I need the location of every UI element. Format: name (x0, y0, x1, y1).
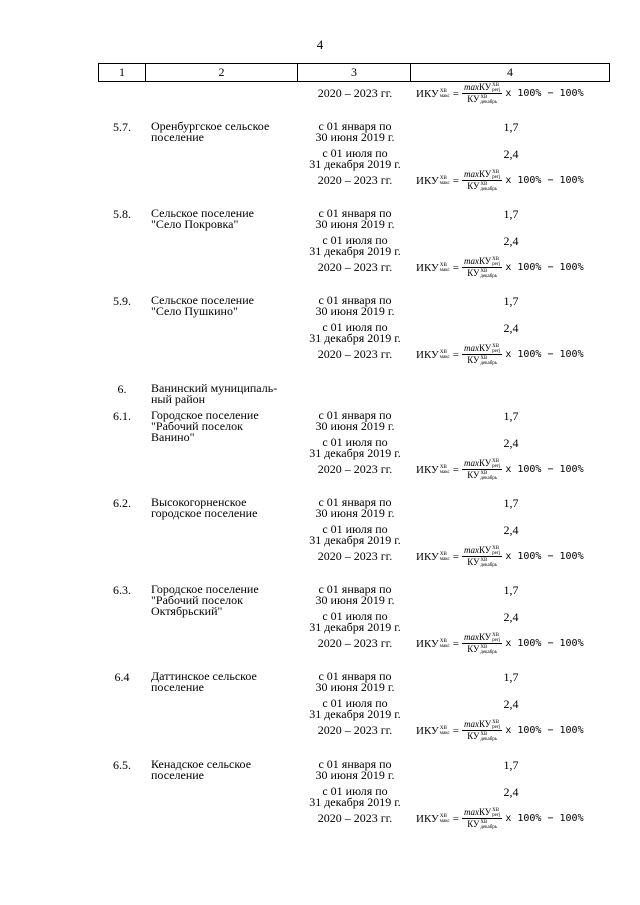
formula-numerator (462, 169, 502, 181)
formula-max: max (463, 632, 479, 642)
formula-lhs-indices (440, 263, 450, 273)
row-name: Даттинское сельское поселение (151, 669, 257, 694)
formula-num-sup: ХВ (492, 458, 500, 464)
value-text: 2,4 (503, 436, 519, 450)
formula-den-indices (480, 269, 497, 279)
formula-num-sup: ХВ (492, 719, 500, 725)
formula-lhs-sub: макс (439, 93, 450, 99)
formula-numerator (462, 807, 502, 819)
formula-tail: x 100% − 100% (505, 88, 584, 99)
formula-numerator (462, 343, 502, 355)
formula-lhs-sup: ХВ (439, 349, 447, 355)
formula-den-main: КУ (467, 355, 480, 365)
period-text: 2020 – 2023 гг. (317, 260, 393, 274)
formula-lhs-sup: ХВ (439, 464, 447, 470)
formula-num-indices (492, 170, 500, 180)
period-text: 2020 – 2023 гг. (317, 811, 393, 825)
formula-numerator (462, 545, 502, 557)
row-number: 5.7. (113, 120, 131, 134)
formula-num-main: КУ (478, 458, 492, 468)
formula-tail: x 100% − 100% (505, 813, 584, 824)
row-number: 6.3. (113, 583, 131, 597)
header-col-2: 2 (146, 64, 298, 81)
period-text: 2020 – 2023 гг. (317, 636, 393, 650)
formula-denominator (465, 644, 499, 655)
formula-lhs: ИКУ (416, 174, 439, 187)
period-text: с 01 января по 30 июня 2019 г. (315, 408, 395, 433)
row-name: Городское поселение "Рабочий поселок Ванино" (151, 408, 259, 444)
formula-max: max (463, 719, 479, 729)
formula-lhs-sup: ХВ (439, 813, 447, 819)
formula-den-sup: ХВ (480, 355, 488, 361)
formula-lhs-indices (440, 350, 450, 360)
formula-fraction (462, 82, 502, 105)
formula-num-main: КУ (478, 807, 492, 817)
formula-fraction (462, 719, 502, 742)
period-text: с 01 июля по 31 декабря 2019 г. (309, 522, 401, 547)
formula-fraction (462, 632, 502, 655)
formula-lhs-sub: макс (439, 180, 450, 186)
row-number: 6.4 (114, 670, 130, 684)
formula-num-sub: регj (492, 812, 501, 818)
formula-den-sup: ХВ (480, 644, 488, 650)
formula (416, 82, 584, 105)
formula-den-main: КУ (467, 819, 480, 829)
formula-lhs-indices (440, 639, 450, 649)
formula-den-main: КУ (467, 181, 480, 191)
table-header (98, 63, 610, 82)
formula-num-sub: регj (492, 174, 501, 180)
formula-lhs: ИКУ (416, 550, 439, 563)
value-text: 1,7 (503, 670, 519, 684)
formula-fraction (462, 169, 502, 192)
formula-lhs-sub: макс (439, 267, 450, 273)
formula-tail: x 100% − 100% (505, 262, 584, 273)
formula-num-sup: ХВ (492, 256, 500, 262)
formula-lhs: ИКУ (416, 812, 439, 825)
formula (416, 545, 584, 568)
formula-den-sub: декабрь (480, 99, 498, 105)
value-text: 2,4 (503, 610, 519, 624)
formula-lhs-indices (440, 814, 450, 824)
formula-den-sup: ХВ (480, 94, 488, 100)
formula-num-main: КУ (478, 169, 492, 179)
formula-equals: = (452, 174, 459, 187)
formula-denominator (465, 731, 499, 742)
formula-equals: = (452, 348, 459, 361)
formula-num-indices (492, 808, 500, 818)
row-name: Высокогорненское городское поселение (151, 495, 258, 520)
formula-den-indices (480, 820, 497, 830)
formula-lhs-indices (440, 89, 450, 99)
formula-lhs: ИКУ (416, 463, 439, 476)
value-text: 1,7 (503, 207, 519, 221)
formula-equals: = (452, 463, 459, 476)
formula-lhs: ИКУ (416, 724, 439, 737)
period-text: с 01 июля по 31 декабря 2019 г. (309, 696, 401, 721)
period-text: с 01 января по 30 июня 2019 г. (315, 495, 395, 520)
formula-max: max (463, 807, 479, 817)
formula-tail: x 100% − 100% (505, 464, 584, 475)
formula-lhs-sub: макс (439, 818, 450, 824)
formula-fraction (462, 256, 502, 279)
formula-den-main: КУ (467, 94, 480, 104)
row-name: Городское поселение "Рабочий поселок Октябрьский" (151, 582, 259, 618)
formula-num-sub: регj (492, 550, 501, 556)
formula-lhs-sub: макс (439, 643, 450, 649)
formula-den-sub: декабрь (480, 186, 498, 192)
formula-den-indices (480, 95, 497, 105)
formula-num-sup: ХВ (492, 545, 500, 551)
formula-max: max (463, 169, 479, 179)
formula-tail: x 100% − 100% (505, 175, 584, 186)
formula-num-main: КУ (478, 632, 492, 642)
row-number: 6.5. (113, 758, 131, 772)
formula-num-indices (492, 344, 500, 354)
formula-lhs-sub: макс (439, 730, 450, 736)
formula-num-indices (492, 459, 500, 469)
value-text: 2,4 (503, 523, 519, 537)
formula-equals: = (452, 261, 459, 274)
formula-num-main: КУ (478, 343, 492, 353)
period-text: с 01 января по 30 июня 2019 г. (315, 206, 395, 231)
row-number: 5.8. (113, 207, 131, 221)
formula-num-sup: ХВ (492, 169, 500, 175)
period-text: с 01 июля по 31 декабря 2019 г. (309, 435, 401, 460)
formula-denominator (465, 355, 499, 366)
formula-max: max (463, 256, 479, 266)
row-name: Кенадское сельское поселение (151, 757, 252, 782)
formula-den-main: КУ (467, 731, 480, 741)
formula-den-sub: декабрь (480, 736, 498, 742)
formula-num-sub: регj (492, 724, 501, 730)
formula-lhs-sup: ХВ (439, 638, 447, 644)
formula-num-indices (492, 633, 500, 643)
formula-denominator (465, 268, 499, 279)
formula-equals: = (452, 724, 459, 737)
formula-num-sub: регj (492, 348, 501, 354)
formula-den-sup: ХВ (480, 181, 488, 187)
value-text: 1,7 (503, 409, 519, 423)
period-text: с 01 июля по 31 декабря 2019 г. (309, 320, 401, 345)
period-text: с 01 июля по 31 декабря 2019 г. (309, 609, 401, 634)
period-text: с 01 января по 30 июня 2019 г. (315, 119, 395, 144)
period-text: с 01 января по 30 июня 2019 г. (315, 582, 395, 607)
header-col-4: 4 (507, 65, 513, 79)
formula-numerator (462, 256, 502, 268)
formula-max: max (463, 82, 479, 92)
value-text: 1,7 (503, 294, 519, 308)
period-text: 2020 – 2023 гг. (317, 723, 393, 737)
formula-denominator (465, 94, 499, 105)
formula-num-sub: регj (492, 261, 501, 267)
formula-numerator (462, 719, 502, 731)
formula-lhs-sub: макс (439, 556, 450, 562)
row-name: Ванинский муниципаль- ный район (151, 381, 278, 406)
formula-num-sup: ХВ (492, 82, 500, 88)
formula-den-main: КУ (467, 557, 480, 567)
formula-num-sub: регj (492, 87, 501, 93)
formula-fraction (462, 545, 502, 568)
formula-lhs-indices (440, 176, 450, 186)
formula-den-sub: декабрь (480, 273, 498, 279)
formula-num-sup: ХВ (492, 807, 500, 813)
formula-numerator (462, 82, 502, 94)
formula-fraction (462, 343, 502, 366)
period-text: с 01 января по 30 июня 2019 г. (315, 757, 395, 782)
formula-num-indices (492, 720, 500, 730)
formula-den-indices (480, 645, 497, 655)
formula-num-sub: регj (492, 463, 501, 469)
formula-num-main: КУ (478, 545, 492, 555)
formula-den-sup: ХВ (480, 731, 488, 737)
formula-den-indices (480, 471, 497, 481)
formula-lhs-sup: ХВ (439, 262, 447, 268)
formula-num-indices (492, 546, 500, 556)
formula-lhs: ИКУ (416, 348, 439, 361)
header-col-1: 1 (99, 64, 146, 81)
value-text: 1,7 (503, 758, 519, 772)
formula-num-main: КУ (478, 719, 492, 729)
formula-denominator (465, 470, 499, 481)
row-number: 5.9. (113, 294, 131, 308)
formula-den-indices (480, 356, 497, 366)
formula-fraction (462, 807, 502, 830)
formula (416, 169, 584, 192)
formula-lhs: ИКУ (416, 87, 439, 100)
formula-denominator (465, 819, 499, 830)
formula (416, 458, 584, 481)
formula-den-indices (480, 182, 497, 192)
formula-den-main: КУ (467, 470, 480, 480)
formula-den-sup: ХВ (480, 470, 488, 476)
formula-denominator (465, 557, 499, 568)
formula-den-sup: ХВ (480, 819, 488, 825)
formula-numerator (462, 632, 502, 644)
formula-den-sup: ХВ (480, 557, 488, 563)
formula-num-main: КУ (478, 256, 492, 266)
formula-den-indices (480, 558, 497, 568)
formula-tail: x 100% − 100% (505, 725, 584, 736)
formula-max: max (463, 545, 479, 555)
formula-lhs-sup: ХВ (439, 88, 447, 94)
value-text: 2,4 (503, 697, 519, 711)
value-text: 1,7 (503, 496, 519, 510)
formula-lhs-sup: ХВ (439, 725, 447, 731)
formula-den-sup: ХВ (480, 268, 488, 274)
formula-lhs-indices (440, 726, 450, 736)
formula-equals: = (452, 812, 459, 825)
formula-lhs-indices (440, 552, 450, 562)
formula-lhs-indices (440, 465, 450, 475)
row-name: Сельское поселение "Село Пушкино" (151, 293, 254, 318)
formula (416, 343, 584, 366)
formula-numerator (462, 458, 502, 470)
formula (416, 256, 584, 279)
formula-lhs-sup: ХВ (439, 551, 447, 557)
formula-tail: x 100% − 100% (505, 349, 584, 360)
period-text: с 01 июля по 31 декабря 2019 г. (309, 233, 401, 258)
value-text: 2,4 (503, 785, 519, 799)
formula (416, 719, 584, 742)
formula-den-sub: декабрь (480, 360, 498, 366)
formula-equals: = (452, 550, 459, 563)
row-name: Сельское поселение "Село Покровка" (151, 206, 254, 231)
formula-den-indices (480, 732, 497, 742)
formula (416, 632, 584, 655)
row-name: Оренбургское сельское поселение (151, 119, 270, 144)
formula-tail: x 100% − 100% (505, 638, 584, 649)
value-text: 2,4 (503, 234, 519, 248)
formula-num-main: КУ (478, 82, 492, 92)
period-text: 2020 – 2023 гг. (317, 462, 393, 476)
row-number: 6. (117, 382, 127, 396)
formula-fraction (462, 458, 502, 481)
formula-num-sup: ХВ (492, 343, 500, 349)
period-text: 2020 – 2023 гг. (317, 173, 393, 187)
formula-max: max (463, 458, 479, 468)
formula-den-sub: декабрь (480, 649, 498, 655)
period-text: 2020 – 2023 гг. (317, 347, 393, 361)
formula-den-main: КУ (467, 268, 480, 278)
row-number: 6.1. (113, 409, 131, 423)
formula-lhs-sup: ХВ (439, 175, 447, 181)
formula-equals: = (452, 637, 459, 650)
formula-den-sub: декабрь (480, 562, 498, 568)
formula-num-sub: регj (492, 637, 501, 643)
formula-tail: x 100% − 100% (505, 551, 584, 562)
formula (416, 807, 584, 830)
formula-den-sub: декабрь (480, 824, 498, 830)
value-text: 1,7 (503, 120, 519, 134)
period-text: с 01 июля по 31 декабря 2019 г. (309, 146, 401, 171)
formula-lhs-sub: макс (439, 469, 450, 475)
formula-lhs: ИКУ (416, 637, 439, 650)
row-number: 6.2. (113, 496, 131, 510)
page-number: 4 (316, 37, 324, 52)
formula-max: max (463, 343, 479, 353)
period-text: с 01 января по 30 июня 2019 г. (315, 293, 395, 318)
value-text: 1,7 (503, 583, 519, 597)
header-col-3: 3 (298, 64, 411, 81)
formula-den-sub: декабрь (480, 475, 498, 481)
formula-lhs-sub: макс (439, 354, 450, 360)
value-text: 2,4 (503, 321, 519, 335)
formula-equals: = (452, 87, 459, 100)
formula-den-main: КУ (467, 644, 480, 654)
period-text: с 01 января по 30 июня 2019 г. (315, 669, 395, 694)
formula-num-indices (492, 83, 500, 93)
formula-num-indices (492, 257, 500, 267)
formula-denominator (465, 181, 499, 192)
period-text: 2020 – 2023 гг. (317, 549, 393, 563)
period-text: 2020 – 2023 гг. (317, 86, 393, 100)
period-text: с 01 июля по 31 декабря 2019 г. (309, 784, 401, 809)
value-text: 2,4 (503, 147, 519, 161)
formula-num-sup: ХВ (492, 632, 500, 638)
formula-lhs: ИКУ (416, 261, 439, 274)
